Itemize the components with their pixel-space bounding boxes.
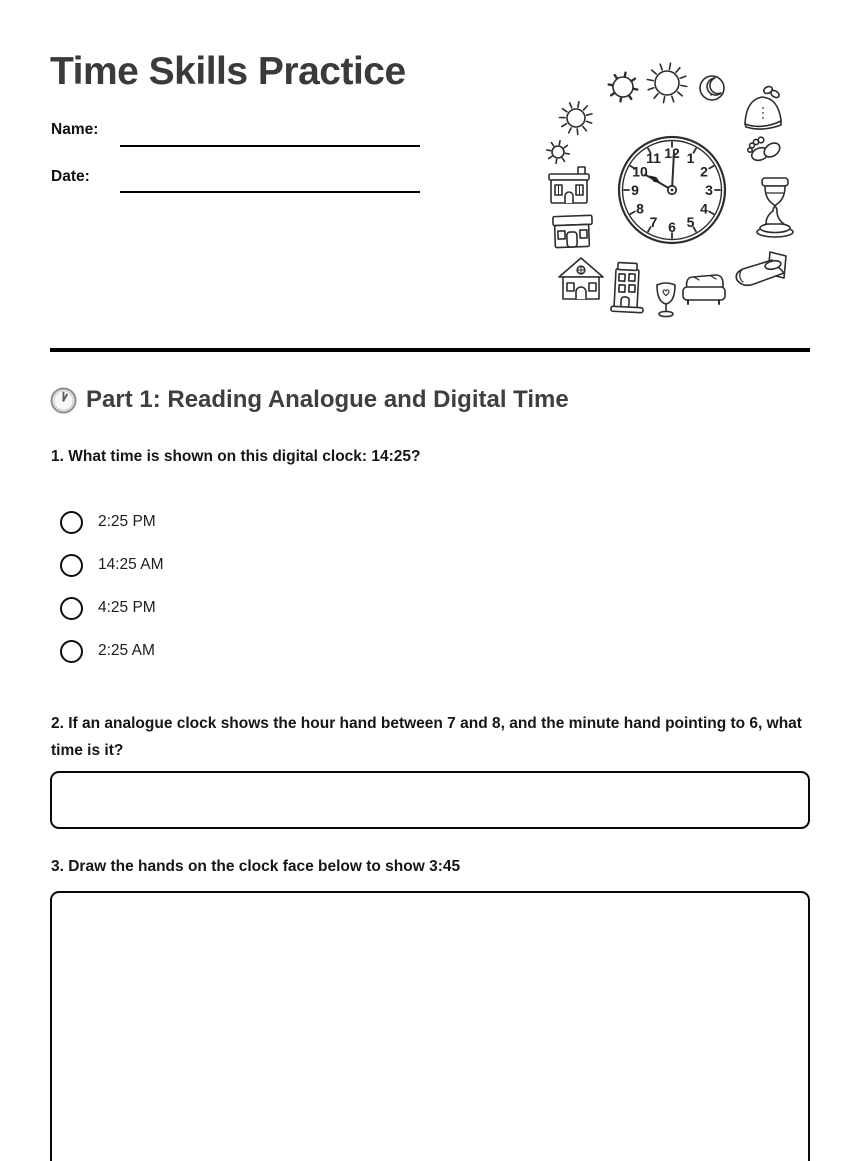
crescent-moon-icon bbox=[700, 76, 724, 100]
radio-button-225pm[interactable] bbox=[60, 511, 83, 534]
svg-text:4: 4 bbox=[700, 200, 708, 217]
svg-text:10: 10 bbox=[632, 163, 648, 180]
analogue-clock-face bbox=[619, 137, 725, 243]
svg-text:3: 3 bbox=[705, 182, 713, 198]
option-row bbox=[60, 596, 164, 620]
spiky-sun-icon bbox=[609, 73, 638, 102]
part1-heading-text: Part 1: Reading Analogue and Digital Time bbox=[86, 386, 569, 413]
option-row bbox=[60, 510, 164, 534]
question-1-text: 1. What time is shown on this digital clock: 14:25? bbox=[51, 448, 421, 465]
svg-text:2: 2 bbox=[700, 163, 708, 180]
date-input-line[interactable] bbox=[120, 165, 420, 193]
question-2-answer-box[interactable] bbox=[50, 771, 810, 829]
svg-text:5: 5 bbox=[686, 214, 695, 230]
name-label: Name: bbox=[51, 121, 99, 138]
option-row bbox=[60, 553, 164, 577]
svg-text:6: 6 bbox=[668, 219, 676, 235]
sun-icon bbox=[560, 102, 593, 135]
svg-text:9: 9 bbox=[631, 182, 639, 198]
house-icon bbox=[559, 258, 603, 299]
sun-icon bbox=[647, 63, 686, 102]
bed-icon bbox=[736, 252, 786, 285]
svg-text:7: 7 bbox=[649, 214, 658, 230]
page-title: Time Skills Practice bbox=[50, 50, 406, 93]
question-3-text: 3. Draw the hands on the clock face below to show 3:45 bbox=[51, 858, 461, 875]
part1-heading bbox=[50, 386, 569, 414]
radio-label: 2:25 AM bbox=[98, 642, 155, 659]
school-building-icon bbox=[549, 167, 589, 203]
radio-label: 2:25 PM bbox=[98, 513, 156, 530]
baby-feet-icon bbox=[748, 137, 783, 162]
svg-text:8: 8 bbox=[636, 200, 644, 217]
name-input-line[interactable] bbox=[120, 119, 420, 147]
radio-button-425pm[interactable] bbox=[60, 597, 83, 620]
apartment-building-icon bbox=[611, 263, 643, 313]
svg-text:11: 11 bbox=[646, 150, 661, 166]
question-3-drawing-box[interactable] bbox=[50, 891, 810, 1161]
shop-building-icon bbox=[553, 215, 592, 247]
svg-text:1: 1 bbox=[686, 150, 695, 166]
night-cap-icon bbox=[745, 85, 781, 129]
hourglass-icon bbox=[757, 178, 793, 237]
date-label: Date: bbox=[51, 168, 90, 185]
question-1-options bbox=[60, 510, 164, 682]
radio-label: 14:25 AM bbox=[98, 556, 164, 573]
radio-label: 4:25 PM bbox=[98, 599, 156, 616]
question-2-text: 2. If an analogue clock shows the hour hand between 7 and 8, and the minute hand pointing to 6, what time is it? bbox=[51, 715, 802, 759]
goblet-icon bbox=[657, 283, 675, 317]
radio-button-1425am[interactable] bbox=[60, 554, 83, 577]
small-sun-icon bbox=[547, 141, 570, 164]
radio-button-225am[interactable] bbox=[60, 640, 83, 663]
clock-doodle-illustration bbox=[541, 61, 839, 323]
section-divider bbox=[50, 348, 810, 352]
option-row bbox=[60, 639, 164, 663]
svg-text:12: 12 bbox=[664, 145, 680, 161]
couch-icon bbox=[683, 275, 725, 304]
clock-emoji-icon bbox=[50, 387, 77, 414]
